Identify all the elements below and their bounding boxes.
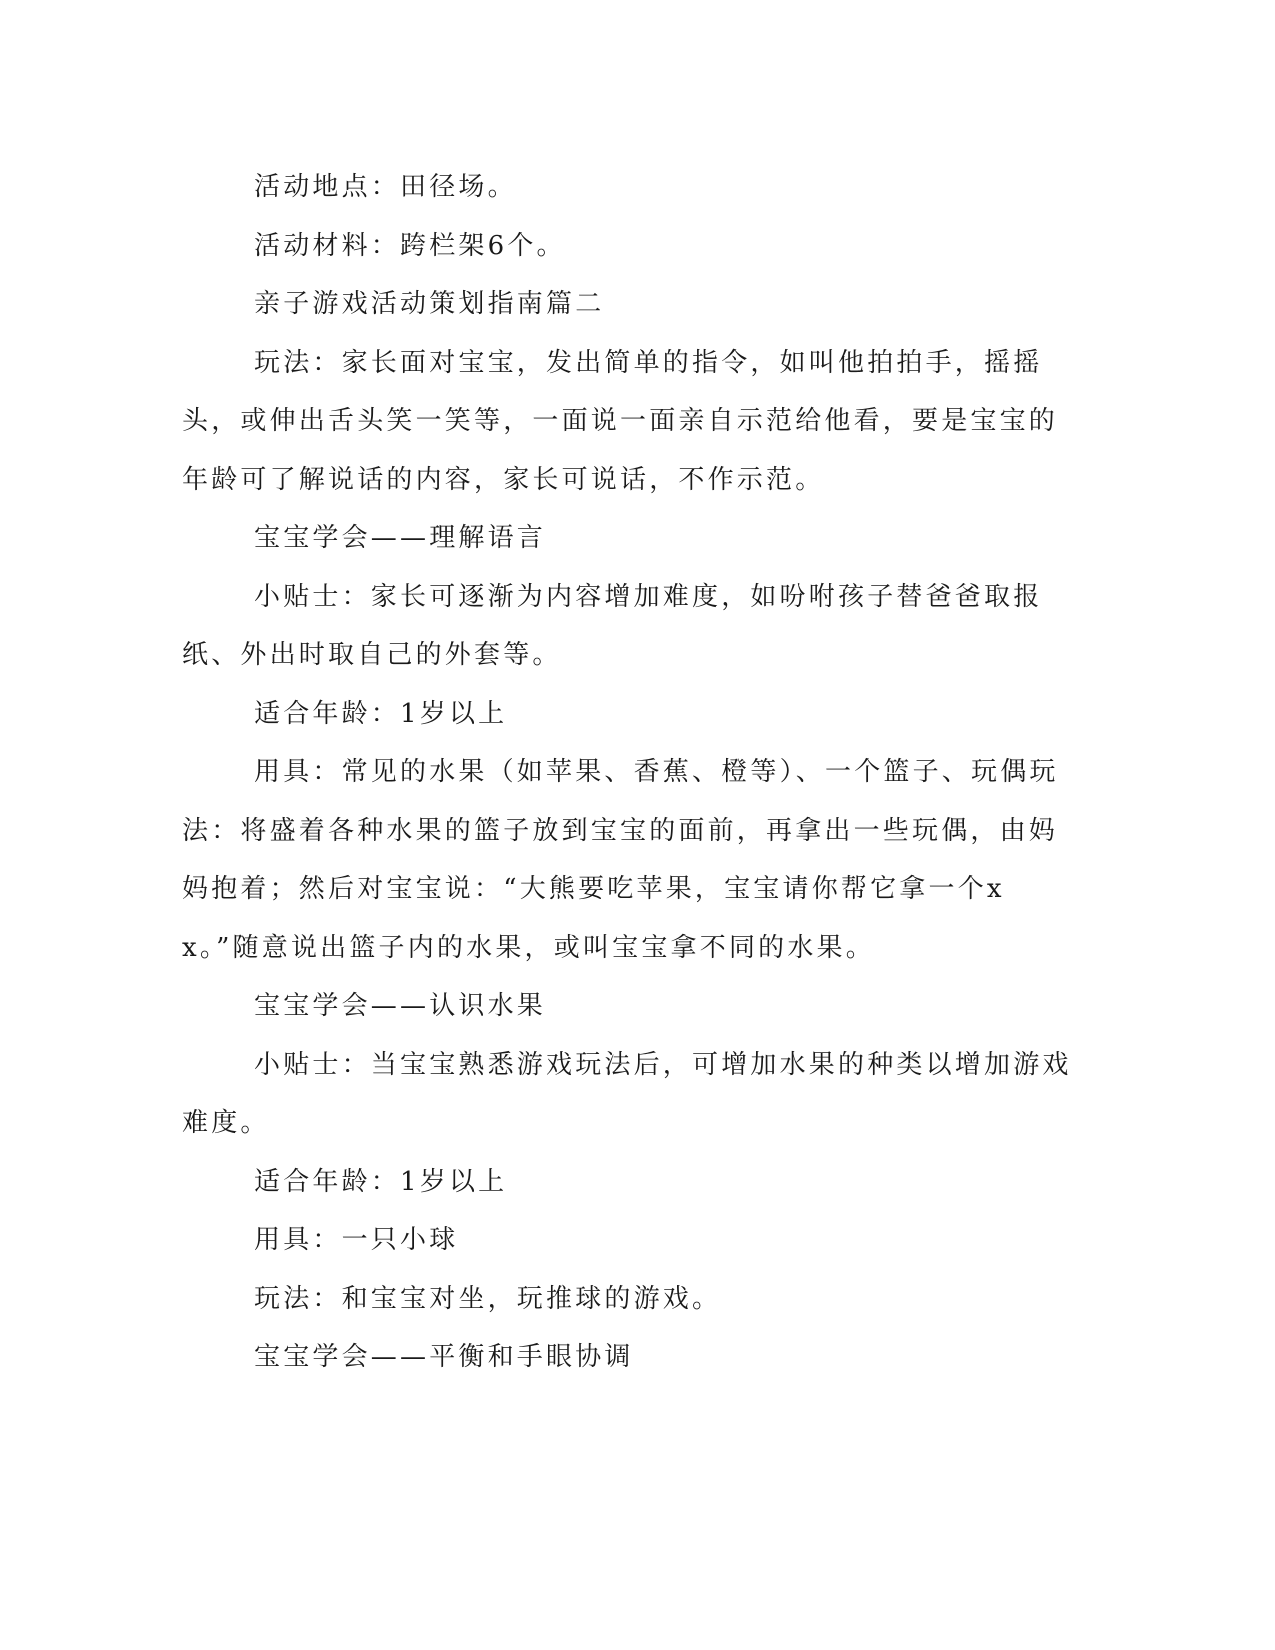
paragraph-learning-3: 宝宝学会——平衡和手眼协调 xyxy=(254,1342,634,1372)
paragraph-learning-1: 宝宝学会——理解语言 xyxy=(254,523,547,553)
document-body xyxy=(182,158,1072,1387)
paragraph-age-2: 适合年龄：1岁以上 xyxy=(254,1166,508,1197)
paragraph-materials: 活动材料：跨栏架6个。 xyxy=(254,230,566,261)
paragraph-age-1: 适合年龄：1岁以上 xyxy=(254,698,508,729)
paragraph-learning-2: 宝宝学会——认识水果 xyxy=(254,991,547,1021)
paragraph-tip-1: 小贴士：家长可逐渐为内容增加难度，如吩咐孩子替爸爸取报纸、外出时取自己的外套等。 xyxy=(182,581,1043,670)
paragraph-venue: 活动地点：田径场。 xyxy=(254,172,517,202)
paragraph-gameplay-3: 玩法：和宝宝对坐，玩推球的游戏。 xyxy=(254,1283,722,1314)
section-heading: 亲子游戏活动策划指南篇二 xyxy=(254,289,605,319)
paragraph-gameplay-1: 玩法：家长面对宝宝，发出简单的指令，如叫他拍拍手，摇摇头，或伸出舌头笑一笑等，一面说一面亲自示范给他看，要是宝宝的年龄可了解说话的内容，家长可说话，不作示范。 xyxy=(182,347,1059,495)
paragraph-tools-3: 用具：一只小球 xyxy=(254,1225,459,1255)
paragraph-tools-gameplay-2: 用具：常见的水果（如苹果、香蕉、橙等）、一个篮子、玩偶玩法：将盛着各种水果的篮子放到宝宝的面前，再拿出一些玩偶，由妈妈抱着；然后对宝宝说：“大熊要吃苹果，宝宝请你帮它拿一个xx。”随意说出篮子内的水果，或叫宝宝拿不同的水果。 xyxy=(182,757,1059,963)
paragraph-tip-2: 小贴士：当宝宝熟悉游戏玩法后，可增加水果的种类以增加游戏难度。 xyxy=(182,1049,1072,1138)
